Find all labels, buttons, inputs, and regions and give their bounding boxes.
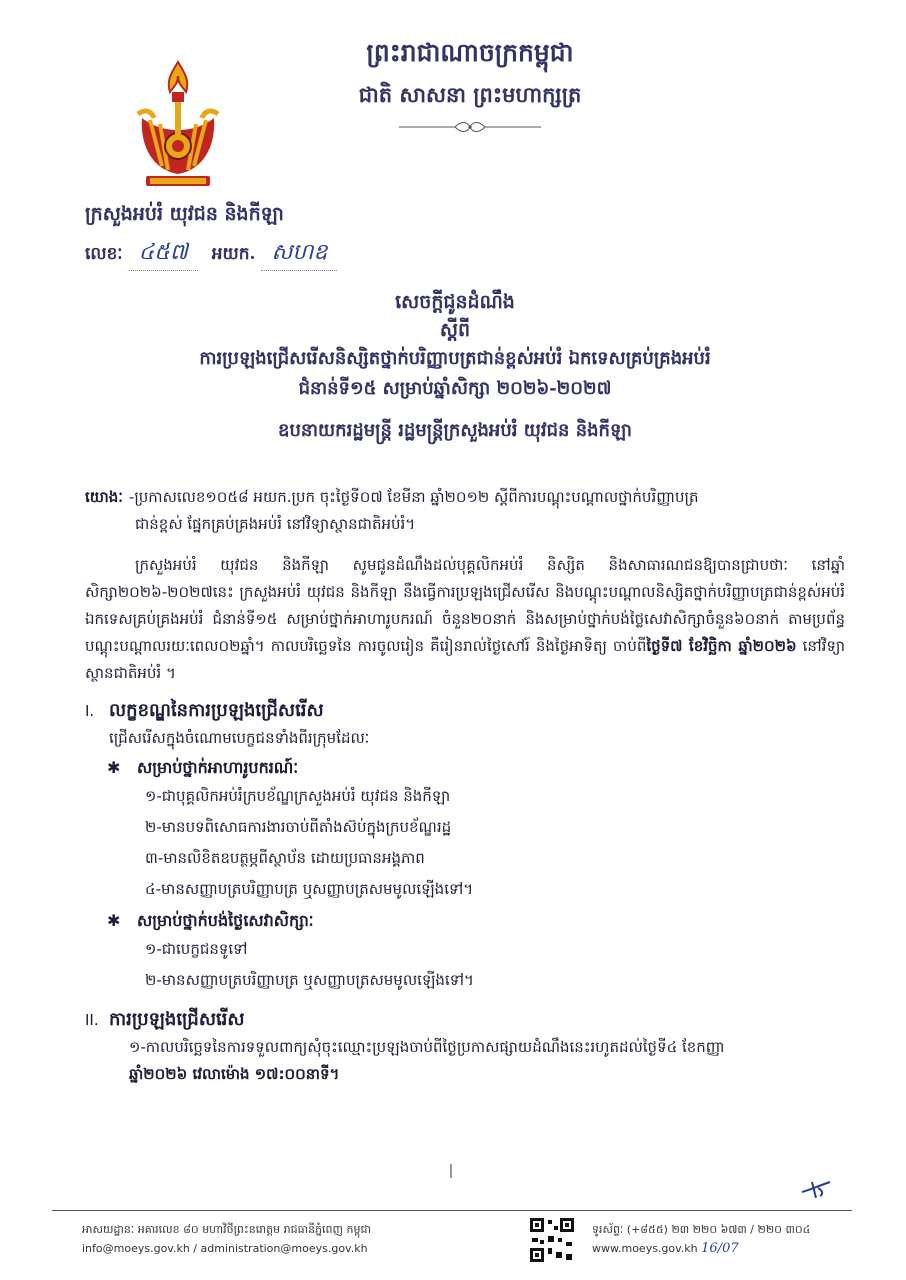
reference-clause [85, 484, 845, 511]
section-number: II. [85, 1011, 99, 1029]
footer-website-line [592, 1239, 810, 1258]
section-conditions [85, 697, 845, 725]
footer-emails[interactable]: info@moeys.gov.kh / administration@moeys.gov.kh [82, 1242, 368, 1255]
subsection-heading: សម្រាប់ថ្នាក់អាហារូបករណ៍ៈ [137, 758, 299, 777]
kingdom-title: ព្រះរាជាណាចក្រកម្ពុជា [366, 38, 574, 67]
ministry-name: ក្រសួងអប់រំ យុវជន និងកីឡា [85, 203, 284, 225]
list-item: ៣-មានលិខិតឧបត្ថម្ភពីស្ថាប័ន ដោយប្រធានអង្គភាព [145, 849, 425, 867]
footer-contact-right [592, 1220, 810, 1258]
reference-label: យោងៈ [85, 488, 123, 506]
reference-number-line [85, 238, 351, 271]
list-item: ៤-មានសញ្ញាបត្របរិញ្ញាបត្រ ឬសញ្ញាបត្រសមមូលឡើងទៅ។ [145, 880, 474, 898]
reference-text-line2: ជាន់ខ្ពស់ ផ្នែកគ្រប់គ្រងអប់រំ នៅវិទ្យាស្ថានជាតិអប់រំ។ [135, 515, 416, 533]
notice-title: សេចក្ដីជូនដំណឹង [395, 291, 515, 313]
announcement-paragraph [85, 552, 845, 687]
ref-label: លេខៈ [85, 244, 123, 264]
ref-dept-handwritten: សហឧ [261, 238, 337, 271]
reference-text-line1: -ប្រកាសលេខ១០៥៨ អយក.ប្រក ចុះថ្ងៃទី០៧ ខែមីនា ឆ្នាំ២០១២ ស្ដីពីការបណ្ដុះបណ្ដាលថ្នាក់បរិញ្ញាបត្រ [128, 488, 699, 506]
section-number: I. [85, 702, 95, 720]
page-mark [450, 1164, 452, 1178]
notice-title-block [60, 288, 850, 446]
subsection-scholarship [85, 754, 845, 781]
section-heading: លក្ខខណ្ឌនៃការប្រឡងជ្រើសរើស [109, 700, 324, 721]
list-item: ១-ជាបេក្ខជនទូទៅ [145, 940, 248, 958]
deadline-text: ឆ្នាំ២០២៦ វេលាម៉ោង ១៧:០០នាទី។ [129, 1065, 340, 1083]
ministry-emblem-icon [132, 58, 224, 190]
footer-website[interactable]: www.moeys.gov.kh [592, 1242, 698, 1255]
list-item: ១-ជាបុគ្គលិកអប់រំក្របខ័ណ្ឌក្រសួងអប់រំ យុវជន និងកីឡា [145, 787, 451, 805]
footer-phone: ទូរស័ព្ទៈ (+៨៥៥) ២៣ ២២០ ៦៧៣ / ២២០ ៣០៤ [592, 1223, 811, 1236]
section-exam [85, 1006, 845, 1034]
subsection-heading: សម្រាប់ថ្នាក់បង់ថ្លៃសេវាសិក្សាៈ [137, 911, 314, 930]
notice-body [85, 484, 845, 1088]
handwritten-initials-icon [800, 1178, 834, 1200]
kingdom-motto: ជាតិ សាសនា ព្រះមហាក្សត្រ [358, 82, 582, 107]
kingdom-header [320, 38, 620, 135]
start-date: ថ្ងៃទី៧ ខែវិច្ឆិកា ឆ្នាំ២០២៦ [646, 637, 797, 655]
list-item: ២-មានបទពិសោធការងារចាប់ពីតាំងស៊ប់ក្នុងក្របខ័ណ្ឌរដ្ឋ [145, 818, 452, 836]
ref-dept-label: អយក. [211, 244, 256, 264]
list-item: ១-កាលបរិច្ឆេទនៃការទទួលពាក្យសុំចុះឈ្មោះប្រឡងចាប់ពីថ្ងៃប្រកាសផ្សាយដំណឹងនេះរហូតដល់ថ្ងៃទី៤ ខែកញ្ញា [129, 1038, 725, 1056]
handwritten-date: 16/07 [701, 1241, 739, 1256]
subsection-fee-paying [85, 907, 845, 934]
footer-divider [52, 1210, 852, 1211]
paragraph-text: ក្រសួងអប់រំ យុវជន និងកីឡា សូមជូនដំណឹងដល់បុគ្គលិកអប់រំ និស្សិត និងសាធារណជនឱ្យបានជ្រាបថាៈ នៅឆ្នាំសិក្សា២០២៦-២០២៧នេះ ក្រសួងអប់រំ យុវជន និងកីឡា នឹងធ្វើការប្រឡងជ្រើសរើស និងបណ្ដុះបណ្ដាលនិស្សិតថ្នាក់បរិញ្ញាបត្រជាន់ខ្ពស់អប់រំ ឯកទេសគ្រប់គ្រងអប់រំ ជំនាន់ទី១៥ សម្រាប់ថ្នាក់អាហារូបករណ៍ ចំនួន២០នាក់ និងសម្រាប់ថ្នាក់បង់ថ្លៃសេវាសិក្សាចំនួន៦០នាក់ តាមប្រព័ន្ធបណ្ដុះបណ្ដាលរយៈពេល០២ឆ្នាំ។ កាលបរិច្ឆេទនៃ ការចូលរៀន គឺរៀនរាល់ថ្ងៃសៅរ៍ និងថ្ងៃអាទិត្យ ចាប់ពី [85, 556, 845, 655]
list-item-continued [85, 1061, 845, 1088]
footer-contact [82, 1220, 371, 1258]
qr-code-icon [528, 1216, 576, 1264]
footer-address: អាសយដ្ឋានៈ អគារលេខ ៨០ មហាវិថីព្រះនរោត្តម រាជធានីភ្នំពេញ កម្ពុជា [82, 1223, 371, 1236]
section-heading: ការប្រឡងជ្រើសរើស [109, 1009, 245, 1030]
paragraph-tail: នៅវិទ្យាស្ថានជាតិអប់រំ ។ [85, 637, 845, 682]
asterisk-bullet-icon: ✱ [107, 911, 121, 930]
notice-subject-line2: ជំនាន់ទី១៥ សម្រាប់ឆ្នាំសិក្សា ២០២៦-២០២៧ [298, 378, 612, 399]
ref-number-handwritten: ៤៥៧ [129, 238, 198, 271]
asterisk-bullet-icon: ✱ [107, 758, 121, 777]
notice-about: ស្ដីពី [439, 319, 471, 341]
section-intro: ជ្រើសរើសក្នុងចំណោមបេក្ខជនទាំងពីរក្រុមដែលៈ [109, 729, 370, 747]
ornament-divider-icon [395, 119, 545, 135]
issuer-title: ឧបនាយករដ្ឋមន្ត្រី រដ្ឋមន្ត្រីក្រសួងអប់រំ យុវជន និងកីឡា [278, 420, 632, 441]
list-item: ២-មានសញ្ញាបត្របរិញ្ញាបត្រ ឬសញ្ញាបត្រសមមូលឡើងទៅ។ [145, 971, 474, 989]
notice-subject-line1: ការប្រឡងជ្រើសរើសនិស្សិតថ្នាក់បរិញ្ញាបត្រជាន់ខ្ពស់អប់រំ ឯកទេសគ្រប់គ្រងអប់រំ [199, 348, 711, 369]
